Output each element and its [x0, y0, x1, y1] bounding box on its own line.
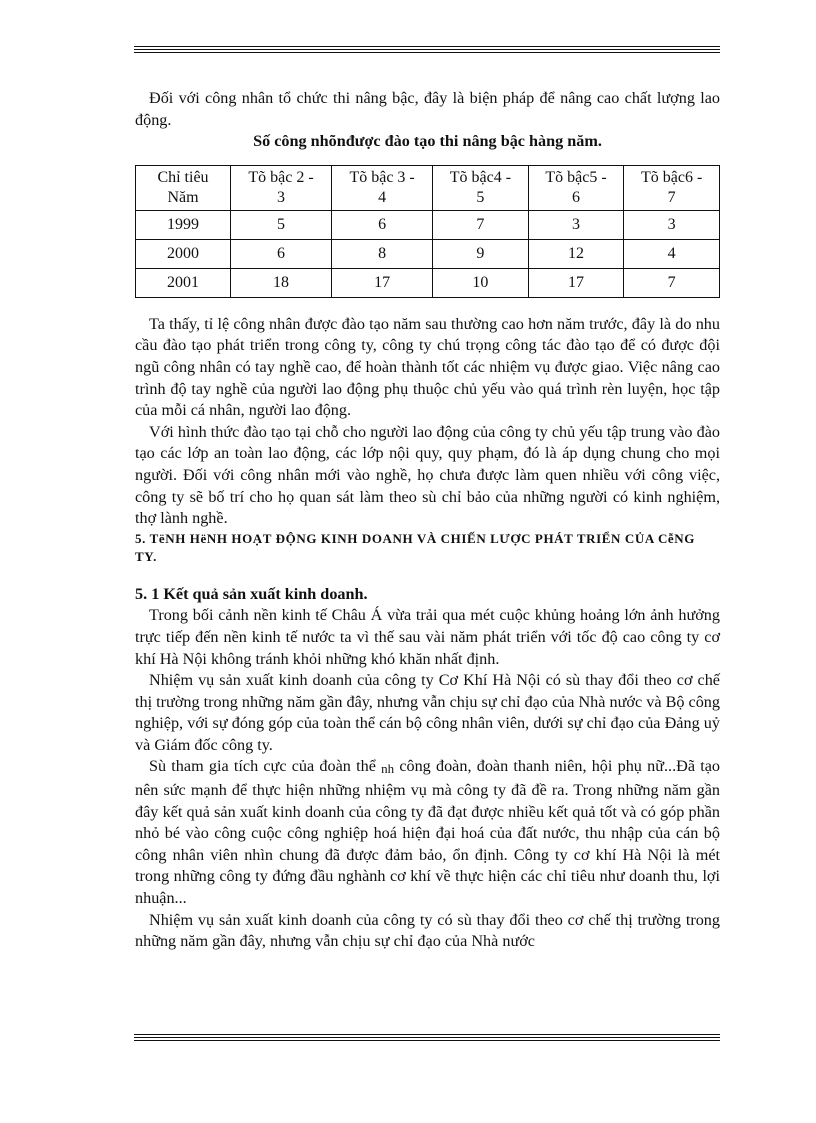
row-year: 2001 [136, 268, 231, 297]
intro-paragraph: Đối với công nhân tổ chức thi nâng bậc, đây là biện pháp để nâng cao chất lượng lao động. [135, 89, 720, 129]
training-table [135, 165, 720, 298]
table-cell: 5 [231, 210, 332, 239]
table-cell: 8 [332, 239, 433, 268]
table-header-row [136, 165, 720, 210]
header-col-text: Tõ bậc4 - [449, 168, 512, 186]
paragraph-text-rest: công đoàn, đoàn thanh niên, hội phụ nữ...Đã tạo nên sức mạnh để thực hiện những nhiệm vụ mà công ty đã đề ra. Trong những năm gần đây kết quả sản xuất kinh doanh của công ty đã đạt được nhiều kết quả tốt và có góp phần nhỏ bé vào công cuộc công nghiệp hoá hiện đại hoá của đất nước, thu nhập của cán bộ công nhân viên nhìn chung đã được đảm bảo, ổn định. Công ty cơ khí Hà Nội là mét trong những công ty đứng đầu nghành cơ khí về thực hiện các chỉ tiêu như doanh thu, lợi nhuận... [135, 757, 720, 908]
header-rule-top [134, 46, 720, 47]
table-row [136, 210, 720, 239]
header-col-2 [332, 165, 433, 210]
section-heading: 5. TëNH HëNH HOẠT ĐỘNG KINH DOANH VÀ CHIẾN LƯỢC PHÁT TRIỂN CỦA CễNG TY. [135, 530, 695, 564]
header-rule-middle [134, 49, 720, 50]
header-col-text: 3 [277, 188, 286, 206]
table-cell: 12 [528, 239, 624, 268]
table-cell: 3 [528, 210, 624, 239]
footer-rule-bottom [134, 1040, 720, 1041]
body-paragraph-4: Nhiệm vụ sản xuất kinh doanh của công ty Cơ Khí Hà Nội có sù thay đổi theo cơ chế thị trường trong những năm gần đây, nhưng vẫn chịu sự chỉ đạo của Nhà nước và Bộ công nghiệp, với sự đóng góp của toàn thể cán bộ công nhân viên, dưới sự chỉ đạo của Đảng uỷ và Giám đốc công ty. [135, 671, 720, 754]
table-row [136, 239, 720, 268]
body-paragraph-1: Ta thấy, tỉ lệ công nhân được đào tạo năm sau thường cao hơn năm trước, đây là do nhu cầu đào tạo phát triển trong công ty, công ty chú trọng công tác đào tạo để có được đội ngũ công nhân có tay nghề cao, để hoàn thành tốt các nhiệm vụ được giao. Việc nâng cao trình độ tay nghề của người lao động phụ thuộc chủ yếu vào quá trình rèn luyện, học tập của mỗi cá nhân, người lao động. [135, 314, 720, 420]
table-row [136, 268, 720, 297]
table-cell: 17 [332, 268, 433, 297]
header-col-text: Tõ bậc 2 - [248, 168, 314, 186]
header-col-text: Tõ bậc6 - [641, 168, 703, 186]
table-cell: 7 [433, 210, 529, 239]
table-title: Số công nhõnđược đào tạo thi nâng bậc hàng năm. [253, 132, 602, 151]
table-cell: 17 [528, 268, 624, 297]
row-year: 2000 [136, 239, 231, 268]
body-paragraph-6: Nhiệm vụ sản xuất kinh doanh của công ty có sù thay đổi theo cơ chế thị trường trong những năm gần đây, nhưng vẫn chịu sự chỉ đạo của Nhà nước [135, 910, 720, 951]
table-cell: 9 [433, 239, 529, 268]
footer-rule-middle [134, 1037, 720, 1038]
body-paragraph-3: Trong bối cảnh nền kinh tế Châu Á vừa trải qua mét cuộc khủng hoảng lớn ảnh hưởng trực tiếp đến nền kinh tế nước ta vì thế sau vài năm phát triển với tốc độ cao công ty cơ khí Hà Nội không tránh khỏi những khó khăn nhất định. [135, 606, 720, 668]
table-cell: 10 [433, 268, 529, 297]
paragraph-text-start: Sù tham gia tích cực của đoàn thể [149, 757, 376, 776]
header-indicator-year [136, 165, 231, 210]
header-year-label: Năm [167, 188, 199, 206]
header-rule-bottom [134, 52, 720, 53]
header-col-text: 6 [572, 188, 581, 206]
row-year: 1999 [136, 210, 231, 239]
header-col-3 [433, 165, 529, 210]
header-indicator-label: Chỉ tiêu [157, 168, 209, 186]
body-paragraph-2: Với hình thức đào tạo tại chỗ cho người lao động của công ty chủ yếu tập trung vào đào tạo các lớp an toàn lao động, các lớp nội quy, quy phạm, đó là áp dụng chung cho mọi người. Đối với công nhân mới vào nghề, họ chưa được làm quen nhiều với công việc, công ty sẽ bố trí cho họ quan sát làm theo sù chỉ bảo của những người có kinh nghiệm, thợ lành nghề. [135, 422, 720, 528]
header-col-text: 4 [378, 188, 387, 206]
table-cell: 6 [332, 210, 433, 239]
header-col-text: 5 [476, 188, 485, 206]
header-col-text: 7 [667, 188, 676, 206]
footer-rule-top [134, 1034, 720, 1035]
header-col-4 [528, 165, 624, 210]
header-col-text: Tõ bậc5 - [545, 168, 607, 186]
table-cell: 18 [231, 268, 332, 297]
table-cell: 7 [624, 268, 720, 297]
document-page [135, 88, 720, 953]
subscript-fragment: nh [381, 761, 395, 777]
subsection-heading: 5. 1 Kết quả sản xuất kinh doanh. [135, 584, 368, 603]
table-cell: 6 [231, 239, 332, 268]
header-col-text: Tõ bậc 3 - [349, 168, 415, 186]
header-col-5 [624, 165, 720, 210]
table-cell: 3 [624, 210, 720, 239]
header-col-1 [231, 165, 332, 210]
body-paragraph-5 [135, 756, 720, 909]
table-cell: 4 [624, 239, 720, 268]
